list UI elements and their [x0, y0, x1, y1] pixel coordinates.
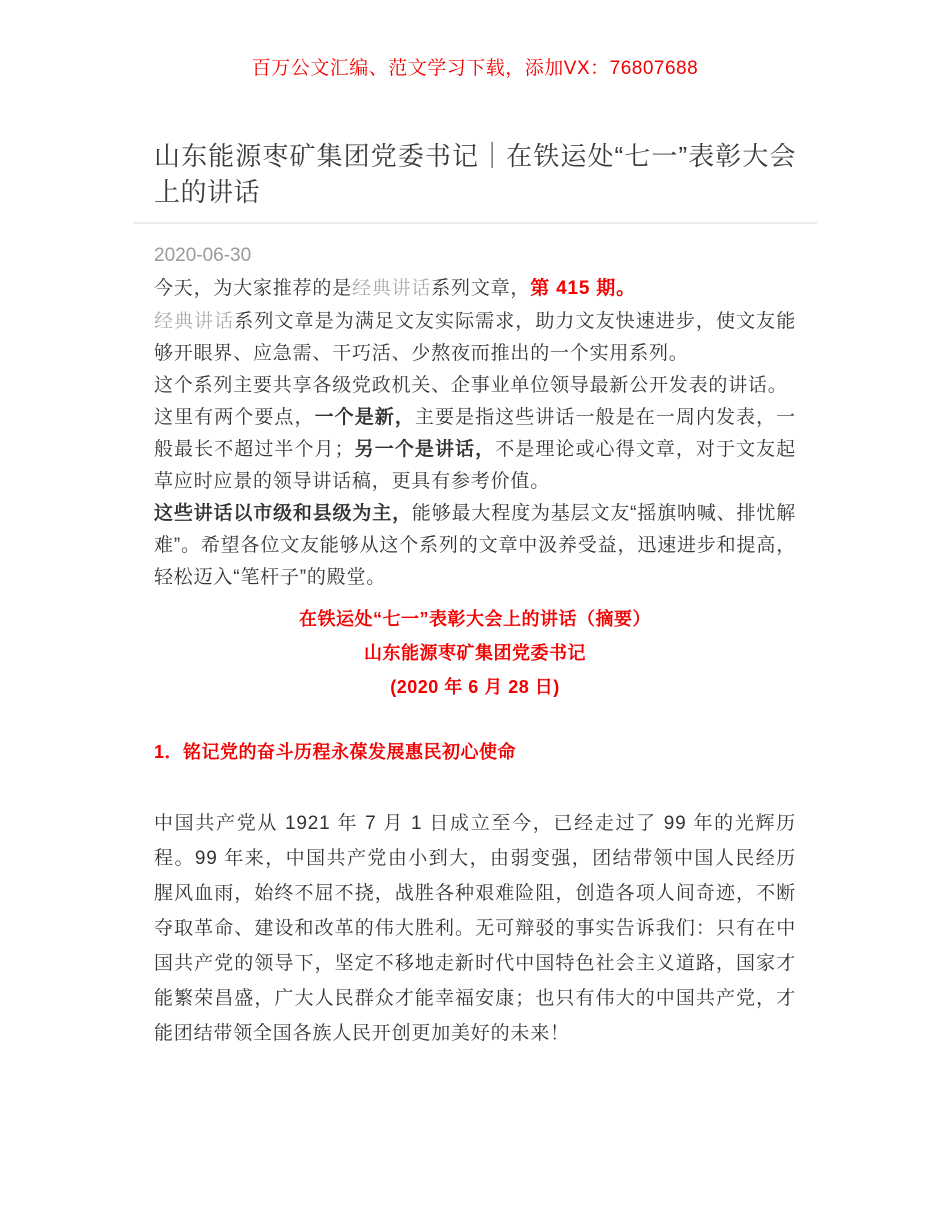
- article-body: [133, 138, 817, 1051]
- speech-heading-line: 山东能源枣矿集团党委书记: [364, 643, 586, 663]
- intro-paragraph: [154, 305, 796, 370]
- intro-paragraph: [154, 272, 796, 305]
- publish-date: 2020-06-30: [154, 245, 252, 266]
- speech-headings: [133, 602, 817, 704]
- intro-paragraph: [154, 498, 796, 594]
- promo-header: 百万公文汇编、范文学习下载，添加VX：76807688: [251, 58, 699, 79]
- intro-paragraph: [154, 402, 796, 498]
- speech-paragraph: 中国共产党从 1921 年 7 月 1 日成立至今，已经走过了 99 年的光辉历程。99 年来，中国共产党由小到大，由弱变强，团结带领中国人民经历腥风血雨，始终不屈不挠，战胜各种艰难险阻，创造各项人间奇迹，不断夺取革命、建设和改革的伟大胜利。无可辩驳的事实告诉我们：只有在中国共产党的领导下，坚定不移地走新时代中国特色社会主义道路，国家才能繁荣昌盛，广大人民群众才能幸福安康；也只有伟大的中国共产党，才能团结带领全国各族人民开创更加美好的未来！: [154, 813, 796, 1044]
- section-heading: 1．铭记党的奋斗历程永葆发展惠民初心使命: [154, 742, 517, 762]
- text-segment-plain: 系列文章是为满足文友实际需求，助力文友快速进步，使文友能够开眼界、应急需、干巧活、少熬夜而推出的一个实用系列。: [154, 311, 797, 364]
- title-divider: [133, 222, 817, 224]
- article-title: 山东能源枣矿集团党委书记｜在铁运处“七一”表彰大会上的讲话: [154, 141, 796, 207]
- text-segment-plain: 今天，为大家推荐的是: [154, 278, 353, 299]
- intro-section: [133, 272, 817, 594]
- text-segment-redbold: 第 415 期。: [530, 278, 636, 299]
- text-segment-plain: 这里有两个要点，: [154, 407, 315, 428]
- text-segment-plain: 这个系列主要共享各级党政机关、企事业单位领导最新公开发表的讲话。: [154, 375, 788, 396]
- intro-paragraph: [154, 370, 796, 402]
- speech-heading-line: 在铁运处“七一”表彰大会上的讲话（摘要）: [299, 609, 651, 629]
- text-segment-plain: 系列文章，: [431, 278, 531, 299]
- speech-heading-line: (2020 年 6 月 28 日): [390, 677, 560, 697]
- text-segment-plain: 主要是指这些讲话一般是在一周内发表，一般最长不超过半个月；: [154, 407, 796, 460]
- text-segment-bold: 这些讲话以市级和县级为主，: [154, 503, 412, 524]
- text-segment-bold: 另一个是讲话，: [354, 439, 496, 460]
- text-segment-plain: 能够最大程度为基层文友“摇旗呐喊、排忧解难”。希望各位文友能够从这个系列的文章中汲养受益，迅速进步和提高，轻松迈入“笔杆子”的殿堂。: [154, 503, 797, 588]
- text-segment-kai: 经典讲话: [352, 277, 432, 299]
- text-segment-kai: 经典讲话: [154, 310, 235, 332]
- text-segment-bold: 一个是新，: [314, 407, 415, 428]
- text-segment-plain: 不是理论或心得文章，对于文友起草应时应景的领导讲话稿，更具有参考价值。: [154, 439, 796, 492]
